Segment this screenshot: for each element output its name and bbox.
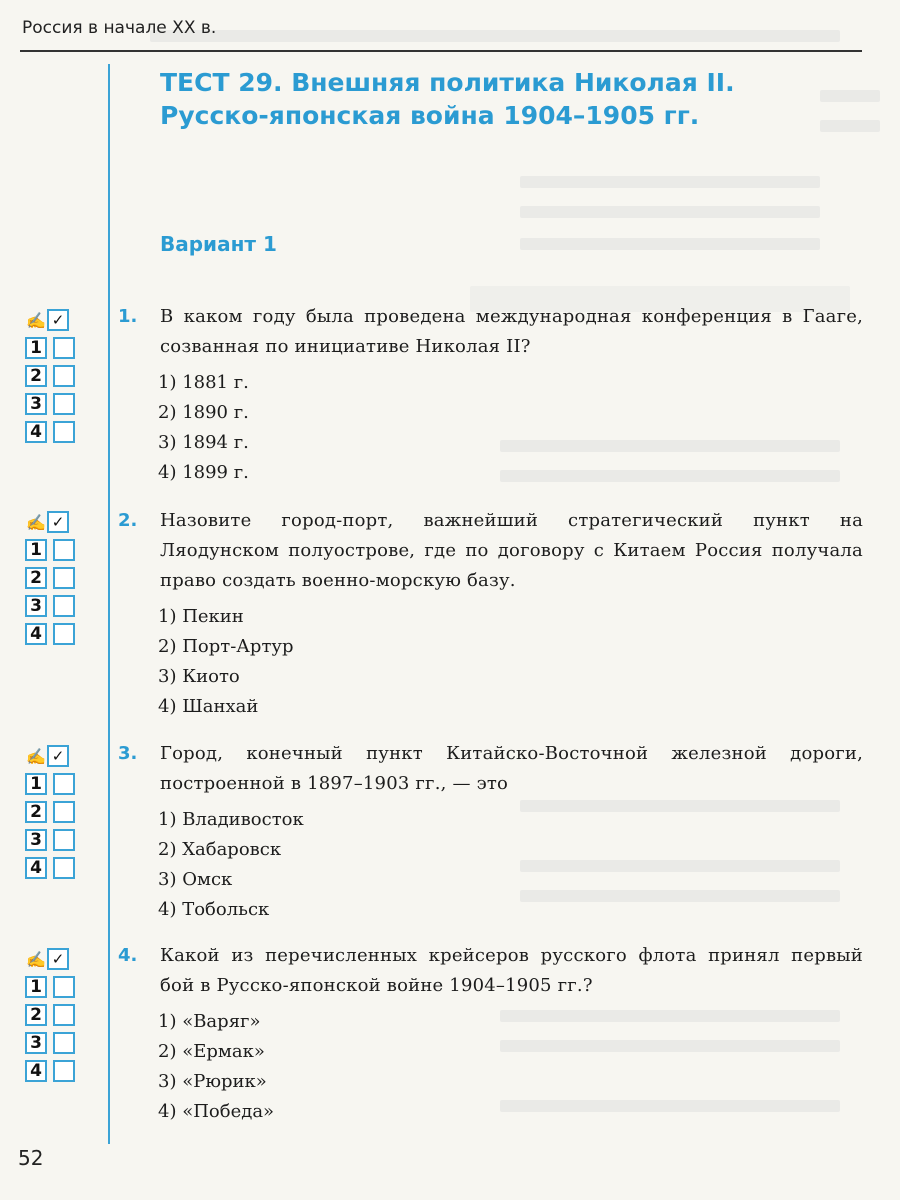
option-number-4: 4: [25, 421, 47, 443]
option-item[interactable]: 4) «Победа»: [158, 1101, 275, 1122]
answer-box-3[interactable]: [53, 829, 75, 851]
answer-grid-q2: [25, 508, 91, 648]
option-number-2: 2: [25, 801, 47, 823]
option-number-4: 4: [25, 1060, 47, 1082]
option-number-2: 2: [25, 365, 47, 387]
option-item[interactable]: 4) 1899 г.: [158, 462, 249, 483]
option-item[interactable]: 1) Владивосток: [158, 809, 304, 830]
option-list: [158, 1007, 863, 1127]
option-item[interactable]: 3) Омск: [158, 869, 233, 890]
answer-box-3[interactable]: [53, 393, 75, 415]
answer-box-1[interactable]: [53, 976, 75, 998]
answer-box-2[interactable]: [53, 1004, 75, 1026]
option-number-2: 2: [25, 1004, 47, 1026]
answer-box-1[interactable]: [53, 337, 75, 359]
option-number-1: 1: [25, 337, 47, 359]
question-number: 1.: [118, 306, 138, 327]
check-box[interactable]: ✓: [47, 309, 69, 331]
page-number: 52: [18, 1146, 44, 1170]
pen-icon: ✍: [26, 310, 46, 330]
question-3: [118, 739, 863, 925]
pen-icon: ✍: [26, 949, 46, 969]
answer-box-3[interactable]: [53, 1032, 75, 1054]
answer-box-1[interactable]: [53, 539, 75, 561]
option-number-3: 3: [25, 393, 47, 415]
option-number-4: 4: [25, 623, 47, 645]
option-number-3: 3: [25, 829, 47, 851]
option-item[interactable]: 4) Тобольск: [158, 899, 270, 920]
option-item[interactable]: 2) 1890 г.: [158, 402, 249, 423]
check-box[interactable]: ✓: [47, 511, 69, 533]
answer-box-2[interactable]: [53, 567, 75, 589]
pen-icon: ✍: [26, 512, 46, 532]
option-item[interactable]: 1) Пекин: [158, 606, 244, 627]
answer-box-4[interactable]: [53, 1060, 75, 1082]
header-rule: [20, 50, 862, 52]
option-item[interactable]: 2) Порт-Артур: [158, 636, 294, 657]
answer-grid-q1: [25, 306, 91, 446]
option-item[interactable]: 1) 1881 г.: [158, 372, 249, 393]
test-title-line-2: Русско-японская война 1904–1905 гг.: [160, 101, 700, 130]
option-number-4: 4: [25, 857, 47, 879]
question-number: 3.: [118, 743, 138, 764]
option-list: [158, 368, 863, 488]
option-number-1: 1: [25, 976, 47, 998]
question-text: Назовите город-порт, важнейший стратегический пункт на Ляодунском полуострове, где по договору с Китаем Россия получала право создать военно-морскую базу.: [160, 510, 863, 591]
margin-rule: [108, 64, 110, 1144]
check-box[interactable]: ✓: [47, 948, 69, 970]
option-number-1: 1: [25, 539, 47, 561]
answer-grid-q3: [25, 742, 91, 882]
question-text: В каком году была проведена международная конференция в Гааге, созванная по инициативе Николая II?: [160, 306, 863, 357]
question-text: Город, конечный пункт Китайско-Восточной железной дороги, построенной в 1897–1903 гг., — это: [160, 743, 863, 794]
question-text: Какой из перечисленных крейсеров русского флота принял первый бой в Русско-японской войне 1904–1905 гг.?: [160, 945, 863, 996]
option-item[interactable]: 3) «Рюрик»: [158, 1071, 267, 1092]
option-item[interactable]: 3) 1894 г.: [158, 432, 249, 453]
question-1: [118, 302, 863, 488]
option-number-1: 1: [25, 773, 47, 795]
check-box[interactable]: ✓: [47, 745, 69, 767]
option-list: [158, 602, 863, 722]
test-title-line-1: ТЕСТ 29. Внешняя политика Николая II.: [160, 68, 735, 97]
option-item[interactable]: 3) Киото: [158, 666, 240, 687]
pen-icon: ✍: [26, 746, 46, 766]
question-4: [118, 941, 863, 1127]
option-number-2: 2: [25, 567, 47, 589]
answer-grid-q4: [25, 945, 91, 1085]
answer-box-1[interactable]: [53, 773, 75, 795]
option-number-3: 3: [25, 1032, 47, 1054]
option-item[interactable]: 2) «Ермак»: [158, 1041, 265, 1062]
variant-heading: Вариант 1: [160, 232, 277, 256]
option-item[interactable]: 1) «Варяг»: [158, 1011, 261, 1032]
answer-box-2[interactable]: [53, 365, 75, 387]
question-number: 2.: [118, 510, 138, 531]
question-number: 4.: [118, 945, 138, 966]
test-title: [160, 66, 840, 132]
answer-box-3[interactable]: [53, 595, 75, 617]
answer-box-4[interactable]: [53, 421, 75, 443]
option-item[interactable]: 4) Шанхай: [158, 696, 259, 717]
answer-box-2[interactable]: [53, 801, 75, 823]
answer-box-4[interactable]: [53, 623, 75, 645]
option-list: [158, 805, 863, 925]
question-2: [118, 506, 863, 722]
option-item[interactable]: 2) Хабаровск: [158, 839, 282, 860]
option-number-3: 3: [25, 595, 47, 617]
answer-box-4[interactable]: [53, 857, 75, 879]
running-head: Россия в начале XX в.: [22, 18, 217, 38]
